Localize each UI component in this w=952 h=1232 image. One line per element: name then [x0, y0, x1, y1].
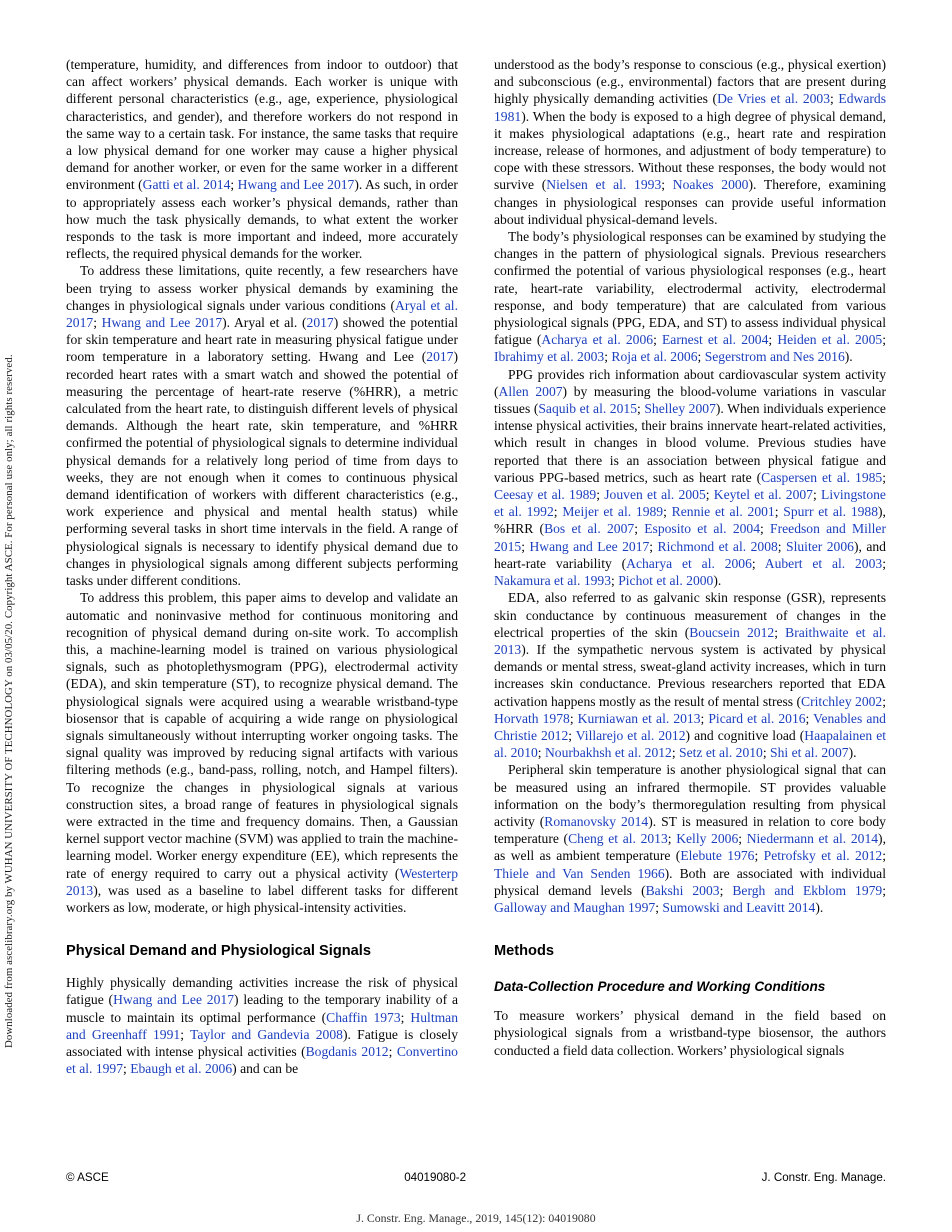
text-run: ; — [760, 521, 771, 537]
text-run: ). ST is measured in relation to core body temperature ( — [494, 813, 886, 847]
citation-link[interactable]: Bogdanis 2012 — [305, 1043, 389, 1059]
text-run: ) showed the potential for skin temperature and heart rate in measuring physical fatigue under room temperature in a laboratory setting. Hwang and Lee ( — [66, 315, 458, 365]
citation-link[interactable]: Rennie et al. 2001 — [671, 504, 775, 520]
text-run: ; — [230, 177, 238, 193]
text-run: ; — [663, 504, 672, 520]
text-run: ) and cognitive load ( — [685, 727, 805, 743]
text-run: ; — [653, 332, 662, 348]
text-run: ). — [713, 573, 722, 589]
copyright-label: © ASCE — [66, 1171, 109, 1184]
text-run: ). Fatigue is closely associated with intense physical activities ( — [66, 1026, 458, 1059]
citation-link[interactable]: Cheng et al. 2013 — [568, 831, 668, 847]
text-run: ; — [569, 710, 578, 726]
page-content — [66, 56, 886, 1077]
citation-link[interactable]: 2017 — [426, 349, 454, 365]
text-run: ; — [882, 848, 886, 864]
text-run: PPG provides rich information about cardiovascular system activity ( — [494, 366, 886, 399]
citation-link[interactable]: Meijer et al. 1989 — [562, 504, 664, 520]
text-run: ; — [738, 831, 747, 847]
text-run: ; — [604, 349, 612, 365]
citation-link[interactable]: De Vries et al. 2003 — [717, 91, 831, 107]
citation-link[interactable]: Esposito et al. 2004 — [644, 521, 761, 537]
citation-link[interactable]: Hwang and Lee 2017 — [237, 177, 355, 193]
text-run: ; — [700, 710, 709, 726]
citation-link[interactable]: Acharya et al. 2006 — [626, 555, 752, 571]
paragraph — [494, 228, 886, 366]
text-run: EDA, also referred to as galvanic skin response (GSR), represents skin conductance by continuous measurement of changes in the electrical properties of the skin ( — [494, 590, 886, 640]
text-run: ). As such, in order to appropriately assess each worker’s physical demands, rather than how much the task physically demands, to what extent the worker responds to the task is more important and indeed, more accurately reflects, the required physical demands for the worker. — [66, 177, 458, 262]
citation-link[interactable]: Hwang and Lee 2017 — [113, 992, 234, 1008]
text-run: ; — [762, 745, 771, 761]
citation-link[interactable]: Sumowski and Leavitt 2014 — [662, 899, 816, 915]
text-run: ; — [830, 91, 839, 107]
citation-link[interactable]: Sluiter 2006 — [786, 538, 854, 554]
text-run: ; — [768, 332, 778, 348]
citation-link[interactable]: Saquib et al. 2015 — [538, 401, 637, 417]
citation-link[interactable]: Noakes 2000 — [672, 177, 749, 193]
text-run: ) by measuring the blood-volume variations in vascular tissues ( — [494, 383, 886, 417]
citation-link[interactable]: Romanovsky 2014 — [544, 813, 649, 829]
text-run: ). Both are associated with individual physical demand levels ( — [494, 865, 886, 898]
citation-link[interactable]: Braithwaite et al. 2013 — [494, 624, 886, 657]
citation-link[interactable]: Pichot et al. 2000 — [618, 573, 714, 589]
paragraph — [494, 56, 886, 228]
text-run: ; — [123, 1061, 131, 1077]
text-run: understood as the body’s response to conscious (e.g., physical exertion) and subconscious (e.g., environmental) factors that are present during highly physically demanding activities ( — [494, 57, 886, 107]
text-run: ). When the body is exposed to a high degree of physical demand, it makes physiological adaptations (e.g., heart rate and respiration increase, release of hormones, and adjustment of body temperature) to cope with these stressors. Without these responses, the body would not survive ( — [494, 108, 886, 193]
journal-abbrev: J. Constr. Eng. Manage. — [761, 1171, 886, 1184]
text-run: ; — [705, 487, 714, 503]
citation-link[interactable]: Acharya et al. 2006 — [541, 332, 654, 348]
text-run: ). — [815, 899, 824, 915]
citation-link[interactable]: Caspersen et al. 1985 — [761, 469, 883, 485]
text-run: ). When individuals experience intense physical activities, their brains innervate heart-related activities, which result in changes in blood volume. Previous studies have reported that there is an association between physical fatigue and various PPG-based metrics, such as heart rate ( — [494, 401, 886, 485]
citation-link[interactable]: Thiele and Van Senden 1966 — [494, 865, 665, 881]
text-run: ; — [649, 538, 658, 554]
text-run: ). — [848, 745, 857, 761]
text-run: ; — [671, 745, 680, 761]
citation-link[interactable]: Westerterp 2013 — [66, 865, 458, 898]
text-run: ), as well as ambient temperature ( — [494, 831, 886, 864]
citation-link[interactable]: Heiden et al. 2005 — [777, 332, 883, 348]
citation-link[interactable]: Aryal et al. 2017 — [66, 297, 458, 331]
text-run: ; — [882, 693, 887, 709]
text-run: ; — [93, 315, 102, 331]
citation-link[interactable]: Chaffin 1973 — [326, 1009, 401, 1025]
text-run: ; — [388, 1043, 397, 1059]
text-run: To address this problem, this paper aims to develop and validate an automatic and noninvasive method for continuous monitoring and recognition of physical demand during on-site work. To accomplish this, a machine-learning model is trained on various physiological signals, such as photoplethysmogram (PPG), electrodermal activity (EDA), and skin temperature (ST), to recognize physical demand. The physiological signals were acquired using a wearable wristband-type biosensor that is capable of acquiring a wide range on physiological signals simultaneously without interrupting worker ongoing tasks. The signal quality was improved by reducing signal artifacts with various filtering methods (e.g., band-pass, rolling, notch, and Hampel filters). To recognize the changes in physiological signals at various construction sites, a broad range of features in physiological signals were extracted in the time and frequency domains. Then, a Gaussian kernel support vector machine (SVM) was applied to train the machine-learning model. Worker energy expenditure (EE), which represents the rate of energy required to carry out a physical activity ( — [66, 590, 458, 881]
text-run: ; — [637, 401, 645, 417]
citation-link[interactable]: Hwang and Lee 2017 — [101, 315, 223, 331]
text-run: ; — [596, 487, 605, 503]
citation-link[interactable]: 2017 — [306, 315, 334, 331]
citation-link[interactable]: Hultman and Greenhaff 1991 — [66, 1009, 458, 1042]
citation-link[interactable]: Ceesay et al. 1989 — [494, 487, 597, 503]
text-run: ; — [751, 555, 765, 571]
paragraph — [66, 589, 458, 916]
citation-link[interactable]: Boucsein 2012 — [689, 624, 775, 640]
text-run: ; — [400, 1009, 411, 1025]
text-run: ; — [812, 487, 822, 503]
citation-link[interactable]: Edwards 1981 — [494, 91, 886, 124]
citation-link[interactable]: Haapalainen et al. 2010 — [494, 727, 886, 761]
text-run: ; — [655, 899, 663, 915]
citation-link[interactable]: Horvath 1978 — [494, 710, 570, 726]
page-footer — [66, 1171, 886, 1184]
page-number: 04019080-2 — [404, 1171, 467, 1184]
citation-link[interactable]: Keytel et al. 2007 — [713, 487, 813, 503]
left-column — [66, 56, 458, 1077]
citation-link[interactable]: Nakamura et al. 1993 — [494, 573, 612, 589]
text-run: ). Therefore, examining changes in physiological responses can provide useful information about individual physical-demand levels. — [494, 177, 886, 227]
citation-link[interactable]: Hwang and Lee 2017 — [529, 538, 650, 554]
text-run: ; — [553, 504, 563, 520]
text-run: ; — [882, 332, 886, 348]
text-run: ). Aryal et al. ( — [222, 315, 307, 331]
citation-link[interactable]: Villarejo et al. 2012 — [575, 727, 686, 743]
citation-link[interactable]: Bakshi 2003 — [645, 882, 720, 898]
text-run: ; — [777, 538, 787, 554]
paragraph — [66, 56, 458, 262]
text-run: (temperature, humidity, and differences from indoor to outdoor) that can affect workers’ physical demands. Each worker is unique with different personal characteristics (e.g., age, experience, physiological characteristics, and gender), and therefore workers do not respond in the same way to a certain task. For instance, the same tasks that require a low physical demand for one worker may cause a higher physical demand for another worker, or even for the same worker in a different environment ( — [66, 57, 458, 193]
text-run: ; — [719, 882, 733, 898]
text-run: ), and heart-rate variability ( — [494, 538, 886, 571]
download-attribution-sidebar: Downloaded from ascelibrary.org by WUHAN UNIVERSITY OF TECHNOLOGY on 03/05/20. Copyright ASCE. For personal use only; all rights reserved. — [3, 354, 15, 1048]
text-run: ; — [661, 177, 673, 193]
paragraph — [494, 1007, 886, 1059]
citation-link[interactable]: Earnest et al. 2004 — [662, 332, 769, 348]
paragraph — [494, 761, 886, 916]
citation-link[interactable]: Elebute 1976 — [680, 848, 755, 864]
citation-link[interactable]: Ibrahimy et al. 2003 — [494, 349, 605, 365]
text-run: ; — [521, 538, 530, 554]
citation-link[interactable]: Gatti et al. 2014 — [142, 177, 231, 193]
citation-link[interactable]: Ebaugh et al. 2006 — [130, 1061, 233, 1077]
citation-link[interactable]: Shelley 2007 — [644, 401, 716, 417]
citation-link[interactable]: Taylor and Gandevia 2008 — [189, 1026, 343, 1042]
text-run: ; — [537, 745, 545, 761]
citation-link[interactable]: Bergh and Ekblom 1979 — [732, 882, 883, 898]
text-run: ) leading to the temporary inability of a muscle to maintain its optimal performance ( — [66, 992, 458, 1025]
text-run: ). If the sympathetic nervous system is activated by physical demands or mental stress, sweat-gland activity increases, which in turn increases skin conductance. Previous researchers reported that EDA activation happens mostly as the result of mental stress ( — [494, 641, 886, 709]
citation-link[interactable]: Richmond et al. 2008 — [657, 538, 778, 554]
text-run: ). — [844, 349, 853, 365]
citation-link[interactable]: Niedermann et al. 2014 — [746, 831, 879, 847]
text-run: Highly physically demanding activities increase the risk of physical fatigue ( — [66, 975, 458, 1008]
citation-link[interactable]: Venables and Christie 2012 — [494, 710, 886, 743]
text-run: ; — [667, 831, 677, 847]
citation-link[interactable]: Galloway and Maughan 1997 — [494, 899, 656, 915]
text-run: ; — [882, 555, 886, 571]
text-run: ; — [882, 469, 886, 485]
text-run: ; — [774, 504, 784, 520]
citation-link[interactable]: Picard et al. 2016 — [708, 710, 806, 726]
citation-link[interactable]: Critchley 2002 — [801, 693, 883, 709]
paragraph — [494, 589, 886, 761]
citation-link[interactable]: Petrofsky et al. 2012 — [763, 848, 883, 864]
text-run: ; — [882, 882, 886, 898]
text-run: ; — [568, 727, 576, 743]
citation-link[interactable]: Nielsen et al. 1993 — [546, 177, 662, 193]
text-run: Peripheral skin temperature is another physiological signal that can be measured using an infrared thermopile. ST provides valuable information on the body’s thermoregulation resulting from physical activity ( — [494, 762, 886, 829]
paragraph — [494, 366, 886, 590]
section-heading: Methods — [494, 943, 554, 960]
text-run: ), %HRR ( — [494, 504, 886, 537]
text-run: ; — [754, 848, 764, 864]
section-heading: Physical Demand and Physiological Signals — [66, 943, 371, 960]
citation-link[interactable]: Aubert et al. 2003 — [764, 555, 883, 571]
citation-line: J. Constr. Eng. Manage., 2019, 145(12): 04019080 — [356, 1211, 596, 1225]
right-column — [494, 56, 886, 1077]
subsection-heading: Data-Collection Procedure and Working Conditions — [494, 979, 826, 995]
paragraph — [66, 974, 458, 1077]
text-run: ; — [805, 710, 814, 726]
paragraph — [66, 262, 458, 589]
citation-link[interactable]: Convertino et al. 1997 — [66, 1043, 458, 1077]
text-run: ; — [774, 624, 786, 640]
text-run: To measure workers’ physical demand in the field based on physiological signals from a wristband-type biosensor, the authors conducted a field data collection. Workers’ physiological signals — [494, 1008, 886, 1058]
text-run: ; — [697, 349, 705, 365]
text-run: ; — [611, 573, 619, 589]
citation-link[interactable]: Livingstone et al. 1992 — [494, 487, 886, 520]
citation-link[interactable]: Allen 2007 — [498, 383, 563, 399]
citation-link[interactable]: Kelly 2006 — [676, 831, 739, 847]
text-run: ; — [634, 521, 645, 537]
citation-link[interactable]: Spurr et al. 1988 — [783, 504, 879, 520]
text-run: To address these limitations, quite recently, a few researchers have been trying to assess worker physical demands by examining the changes in physiological signals under various conditions ( — [66, 263, 458, 313]
citation-link[interactable]: Bos et al. 2007 — [544, 521, 635, 537]
citation-link[interactable]: Jouven et al. 2005 — [604, 487, 706, 503]
text-run: ), was used as a baseline to label different tasks for different workers as low, moderate, or high physical-intensity activities. — [66, 882, 458, 915]
citation-link[interactable]: Kurniawan et al. 2013 — [577, 710, 701, 726]
citation-link[interactable]: Setz et al. 2010 — [679, 745, 763, 761]
citation-link[interactable]: Nourbakhsh et al. 2012 — [544, 745, 672, 761]
text-run: ; — [180, 1026, 190, 1042]
text-run: ) recorded heart rates with a smart watch and showed the potential of measuring the percentage of heart-rate reserve (%HRR), a metric calculated from the heart rate, to distinguish different levels of physical demands. Although the heart rate, skin temperature, and %HRR confirmed the potential of physiological signals to determine individual physical demands for a relatively long period of time from days to weeks, they are not enough when it comes to continuous physical demand identification of workers with different characteristics (e.g., work experience and physical and mental health status) while performing several tasks in short time intervals in the field. A range of physiological signals is necessary to identify physical demand due to changes in physiological signals among different subjects performing tasks under different conditions. — [66, 349, 458, 589]
citation-link[interactable]: Roja et al. 2006 — [611, 349, 698, 365]
citation-link[interactable]: Shi et al. 2007 — [770, 745, 849, 761]
text-run: The body’s physiological responses can be examined by studying the changes in the pattern of physiological signals. Previous researchers confirmed the potential of various physiological responses (e.g., heart rate, heart-rate variability, electrodermal activity, electrodermal response, and body temperature) that are calculated from various physiological signals (PPG, EDA, and ST) to assess individual physical fatigue ( — [494, 229, 886, 348]
citation-link[interactable]: Freedson and Miller 2015 — [494, 521, 886, 554]
text-run: ) and can be — [232, 1061, 299, 1077]
citation-link[interactable]: Segerstrom and Nes 2016 — [704, 349, 845, 365]
